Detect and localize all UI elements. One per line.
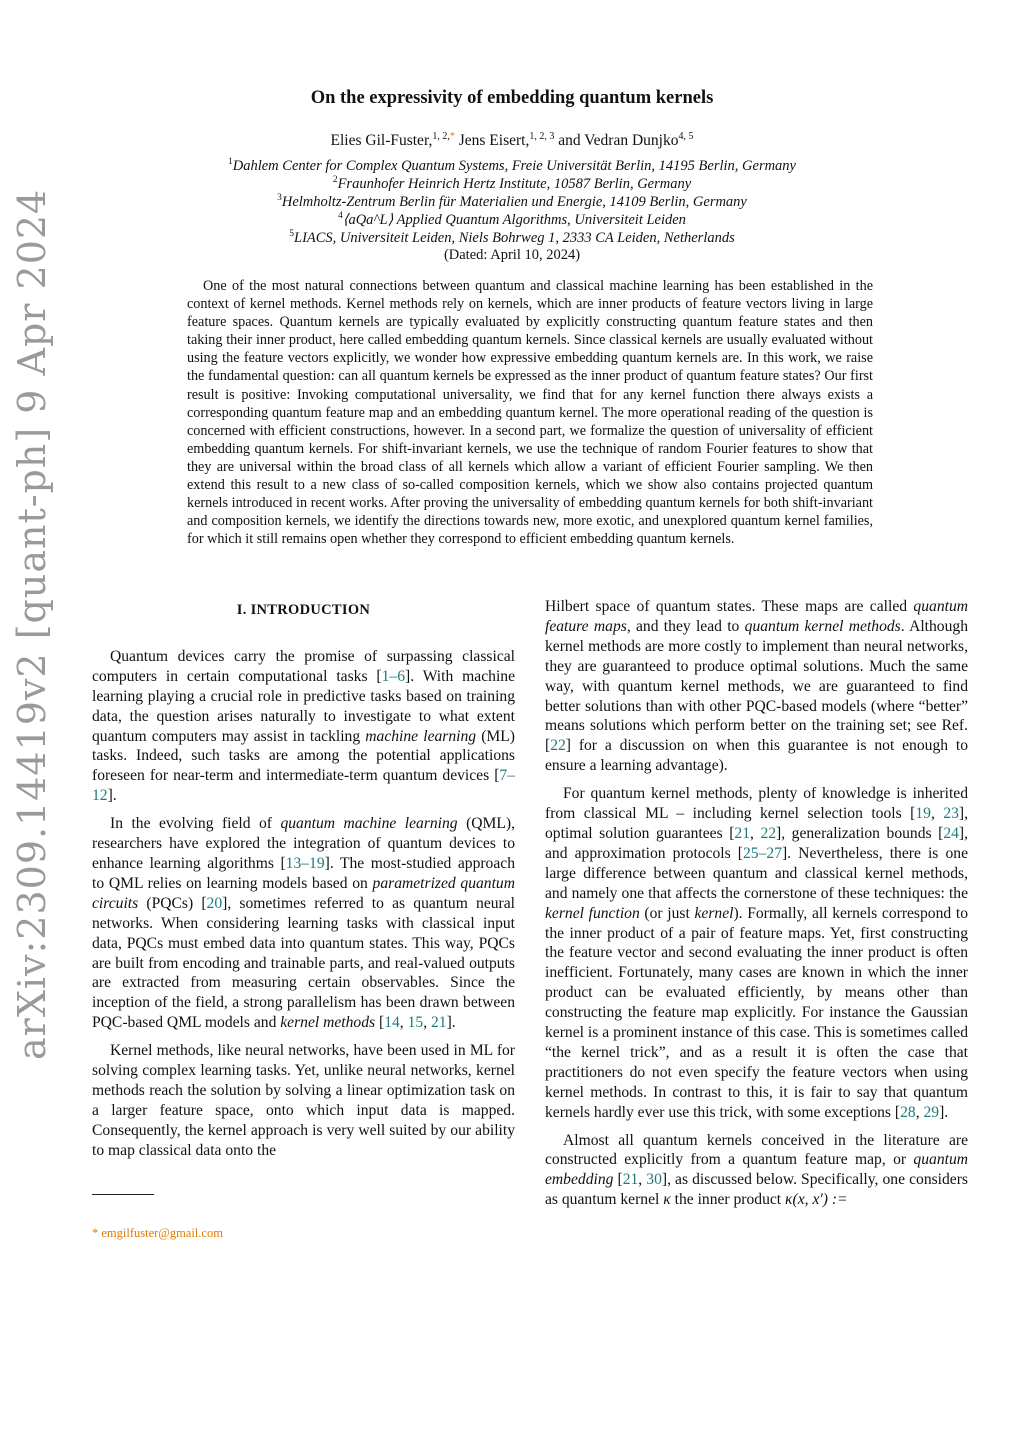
author-affil-sup: 1, 2, 3: [529, 131, 555, 142]
citation-link[interactable]: 22: [760, 824, 777, 842]
citation-link[interactable]: 1–6: [381, 667, 405, 685]
text-run: ], as discussed below. Specifically, one considers as quantum kernel: [545, 1171, 968, 1209]
citation-link[interactable]: 28: [900, 1103, 916, 1121]
author-affil-sup: 1, 2,: [432, 131, 450, 142]
emphasis: machine learning: [365, 727, 477, 745]
citation-link[interactable]: 7–12: [92, 767, 515, 805]
affiliation: $^5$LIACS, Universiteit Leiden, Niels Bohrweg 1, 2333 CA Leiden, Netherlands: [289, 229, 735, 246]
text-run: ). Formally, all kernels correspond to the inner product of a pair of feature maps. Yet, first constructing the feature vector and second evaluating the inner product is often inefficient. Fortunately, many cases are known in which the inner product can be evaluated efficiently, by means other than constructing the feature map explicitly. For instance the Gaussian kernel is a prominent instance of this case. This is sometimes called “the kernel trick”, and as a result it is often the case that practitioners do not even specify the feature vectors when using kernel methods. In contrast to this, it is fair to say that quantum kernels hardly ever use this trick, with some exceptions [: [545, 904, 968, 1121]
text-run: [: [613, 1171, 623, 1189]
dated-line: (Dated: April 10, 2024): [443, 247, 581, 263]
text-run: Hilbert space of quantum states. These maps are called: [545, 598, 914, 615]
emphasis: kernel function: [545, 904, 640, 922]
footnote-rule: [92, 1194, 154, 1195]
citation-link[interactable]: 29: [923, 1103, 940, 1121]
citation-link[interactable]: 21: [734, 824, 750, 842]
citation-link[interactable]: 19: [915, 805, 931, 823]
text-run: ,: [638, 1171, 647, 1189]
citation-link[interactable]: 24: [943, 824, 959, 842]
emphasis: kernel: [694, 904, 734, 922]
citation-link[interactable]: 14: [384, 1014, 400, 1032]
body-paragraph: [545, 784, 968, 1122]
abstract: One of the most natural connections between quantum and classical machine learning has been established in the context of kernel methods. Kernel methods rely on kernels, which are inner products of feature vectors living in large feature spaces. Quantum kernels are typically evaluated by explicitly constructing quantum feature states and then taking their inner product, here called embedding quantum kernels. Since classical kernels are usually evaluated without using the feature vectors explicitly, we wonder how expressive embedding quantum kernels are. In this work, we raise the fundamental question: can all quantum kernels be expressed as the inner product of quantum feature states? Our first result is positive: Invoking computational universality, we find that for any kernel function there always exists a corresponding quantum feature map and an embedding quantum kernel. The more operational reading of the question is concerned with efficient constructions, however. In a second part, we formalize the question of universality of efficient embedding quantum kernels. For shift-invariant kernels, we use the technique of random Fourier features to show that they are universal within the broad class of all kernels which allow a variant of efficient Fourier sampling. We then extend this result to a new class of so-called composition kernels, which we show also contains projected quantum kernels introduced in recent works. After proving the universality of embedding quantum kernels for both shift-invariant and composition kernels, we identify the directions towards new, more exotic, and unexplored quantum kernel families, for which it still remains open whether they correspond to efficient embedding quantum kernels.: [187, 278, 873, 548]
text-run: ]. With machine learning playing a crucial role in predictive tasks based on training data, the question arises naturally to investigate to what extent quantum computers may assist in tackling: [92, 667, 515, 745]
text-run: ].: [107, 787, 117, 805]
body-paragraph: [545, 597, 968, 776]
math-expr: κ(x, x′) :=: [785, 1191, 848, 1209]
paper-title: On the expressivity of embedding quantum kernels: [310, 88, 714, 108]
author-name: and Vedran Dunjko: [558, 132, 679, 150]
text-run: ]. The most-studied approach to QML relies on learning models based on: [92, 854, 515, 892]
author-affil-sup: 4, 5: [678, 131, 694, 142]
citation-link[interactable]: 22: [550, 737, 566, 755]
text-run: (QML), researchers have explored the integration of quantum devices to enhance learning algorithms [: [92, 815, 515, 872]
author-list: [0, 131, 1024, 150]
text-run: ,: [930, 805, 944, 823]
body-paragraph: [545, 1131, 968, 1211]
text-run: , and they lead to: [626, 617, 745, 635]
citation-link[interactable]: 25–27: [743, 844, 782, 862]
text-run: In the evolving field of: [110, 815, 281, 833]
affiliation: $^4$⟨aQa^L⟩ Applied Quantum Algorithms, Universiteit Leiden: [338, 211, 686, 228]
text-run: ], optimal solution guarantees [: [545, 805, 968, 842]
text-run: (ML) tasks. Indeed, such tasks are among the potential applications foreseen for near-term and intermediate-term quantum devices [: [92, 727, 515, 785]
text-run: ,: [749, 824, 761, 842]
citation-link[interactable]: 13–19: [285, 854, 325, 872]
emphasis: quantum embedding: [545, 1151, 968, 1189]
text-run: For quantum kernel methods, plenty of knowledge is inherited from classical ML – including kernel selection tools [: [545, 785, 968, 823]
emphasis: kernel methods: [280, 1014, 376, 1032]
body-paragraph: [92, 647, 515, 806]
left-column: [92, 597, 515, 1169]
emphasis: quantum feature maps: [545, 598, 968, 635]
citation-link[interactable]: 15: [407, 1014, 424, 1032]
text-run: ].: [446, 1014, 456, 1032]
text-run: ], generalization bounds [: [776, 824, 944, 842]
email-link[interactable]: emgilfuster@gmail.com: [101, 1226, 223, 1240]
author-name: Elies Gil-Fuster,: [330, 132, 433, 150]
text-run: Almost all quantum kernels conceived in the literature are constructed explicitly from a quantum feature map, or: [545, 1131, 968, 1169]
text-run: (or just: [639, 904, 695, 922]
text-run: Quantum devices carry the promise of surpassing classical computers in certain computational tasks [: [92, 647, 515, 685]
emphasis: parametrized quantum circuits: [92, 874, 515, 912]
citation-link[interactable]: 21: [430, 1014, 447, 1032]
author-name: Jens Eisert,: [458, 132, 530, 150]
corresponding-star[interactable]: *: [449, 131, 455, 142]
right-column: [545, 597, 968, 1218]
text-run: the inner product: [670, 1191, 786, 1209]
citation-link[interactable]: 20: [206, 894, 223, 912]
body-paragraph: [92, 814, 515, 1033]
text-run: ] for a discussion on when this guarantee is not enough to ensure a learning advantage).: [545, 737, 968, 775]
text-run: Kernel methods, like neural networks, have been used in ML for solving complex learning tasks. Yet, unlike neural networks, kernel methods reach the solution by solving a linear optimization task on a larger feature space, onto which input data is mapped. Consequently, the kernel approach is very well suited by our ability to map classical data onto the: [92, 1042, 515, 1159]
affiliation: $^1$Dahlem Center for Complex Quantum Systems, Freie Universität Berlin, 14195 Berlin, Germany: [227, 157, 796, 174]
text-run: [: [375, 1014, 385, 1032]
text-run: ,: [915, 1103, 924, 1121]
text-run: ].: [939, 1103, 949, 1121]
text-run: ], sometimes referred to as quantum neural networks. When considering learning tasks with classical input data, PQCs must embed data into quantum states. This way, PQCs are built from encoding and trainable parts, and real-valued outputs are extracted from measuring certain observables. Since the inception of the field, a strong parallelism has been drawn between PQC-based QML models and: [92, 894, 515, 1032]
arxiv-stamp: arXiv:2309.14419v2 [quant-ph] 9 Apr 2024: [10, 188, 54, 1060]
body-paragraph: [92, 1041, 515, 1160]
section-heading: I. INTRODUCTION: [236, 602, 371, 618]
emphasis: quantum machine learning: [280, 815, 458, 833]
text-run: ], and approximation protocols [: [545, 824, 969, 862]
citation-link[interactable]: 30: [646, 1171, 662, 1189]
text-run: ,: [399, 1014, 408, 1032]
text-run: (PQCs) [: [138, 894, 207, 912]
affiliation: $^3$Helmholtz-Zentrum Berlin für Materialien und Energie, 14109 Berlin, Germany: [277, 193, 747, 210]
citation-link[interactable]: 23: [943, 805, 959, 823]
citation-link[interactable]: 21: [622, 1171, 639, 1189]
math-expr: κ: [663, 1191, 671, 1209]
emphasis: quantum kernel methods: [744, 617, 901, 635]
footnote: * emgilfuster@gmail.com: [92, 1226, 223, 1240]
text-run: ,: [423, 1014, 431, 1032]
text-run: . Although kernel methods are more costly to implement than neural networks, they are guaranteed to produce optimal solutions. Much the same way, with quantum kernel methods, we are guaranteed to find better solutions than with other PQC-based models (where “better” means solutions which perform better on the training set; see Ref. [: [545, 617, 968, 755]
text-run: ]. Nevertheless, there is one large difference between quantum and classical kernel methods, and namely one that affects the cornerstone of these techniques: the: [545, 844, 968, 902]
affiliation: $^2$Fraunhofer Heinrich Hertz Institute, 10587 Berlin, Germany: [332, 175, 692, 192]
